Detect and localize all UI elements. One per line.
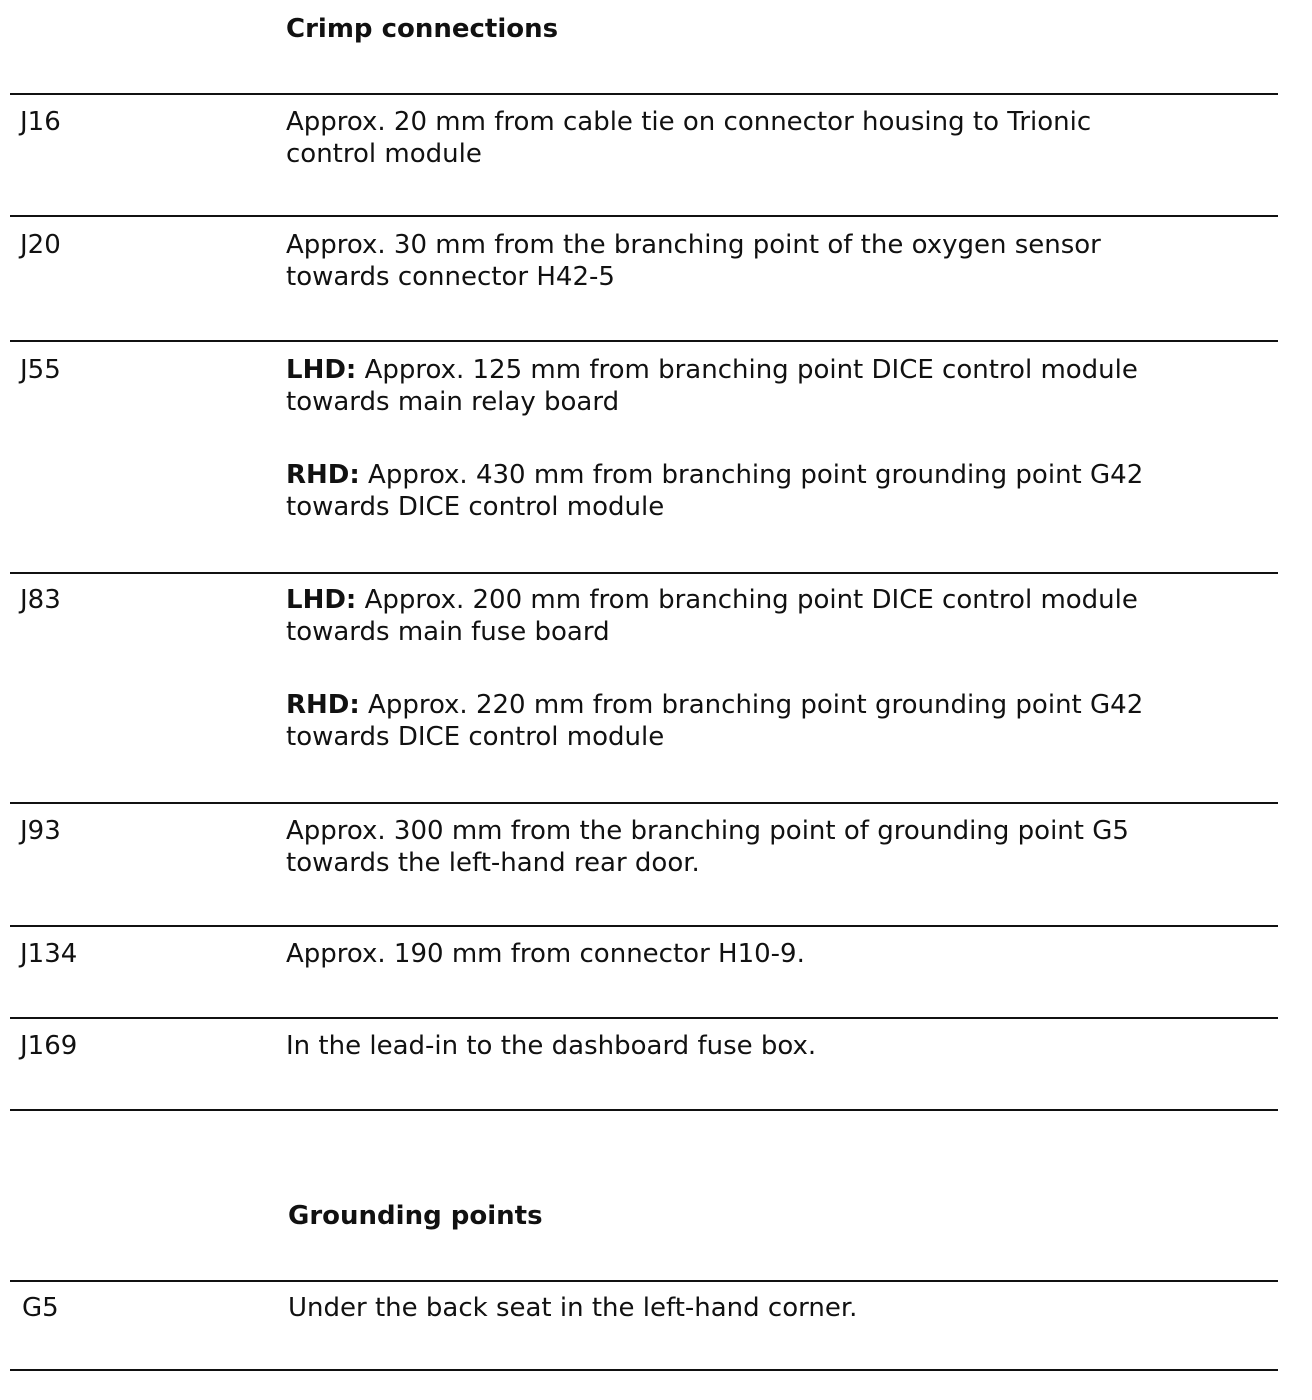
description-paragraph: [286, 938, 1186, 970]
divider: [10, 802, 1278, 804]
connection-code: J169: [20, 1031, 78, 1061]
description-paragraph: [286, 584, 1186, 648]
description-paragraph: [286, 106, 1186, 170]
description-paragraph: [286, 229, 1186, 293]
connection-description: [286, 815, 1186, 879]
divider: [10, 1369, 1278, 1371]
drive-side-label: RHD:: [286, 460, 360, 490]
description-text: Approx. 190 mm from connector H10-9.: [286, 939, 805, 969]
description-paragraph: [286, 459, 1186, 523]
connection-description: [286, 354, 1186, 523]
description-text: Approx. 430 mm from branching point grounding point G42 towards DICE control module: [286, 460, 1144, 522]
description-paragraph: [286, 354, 1186, 418]
connection-description: [286, 229, 1186, 293]
connection-code: J16: [20, 107, 61, 137]
divider: [10, 215, 1278, 217]
description-text: Approx. 300 mm from the branching point of grounding point G5 towards the left-hand rear door.: [286, 816, 1129, 878]
connection-description: [286, 1030, 1186, 1062]
divider: [10, 1280, 1278, 1282]
description-paragraph: [286, 1030, 1186, 1062]
description-text: Approx. 20 mm from cable tie on connector housing to Trionic control module: [286, 107, 1092, 169]
connection-description: [286, 584, 1186, 753]
drive-side-label: RHD:: [286, 690, 360, 720]
connection-code: J83: [20, 585, 61, 615]
drive-side-label: LHD:: [286, 355, 357, 385]
description-text: Approx. 220 mm from branching point grounding point G42 towards DICE control module: [286, 690, 1144, 752]
description-text: Approx. 30 mm from the branching point of the oxygen sensor towards connector H42-5: [286, 230, 1101, 292]
description-paragraph: [286, 689, 1186, 753]
grounding-point-description: [288, 1292, 1188, 1324]
description-paragraph: [288, 1292, 1188, 1324]
connection-description: [286, 938, 1186, 970]
description-text: Approx. 125 mm from branching point DICE control module towards main relay board: [286, 355, 1138, 417]
description-text: Under the back seat in the left-hand corner.: [288, 1293, 858, 1323]
connection-code: J134: [20, 939, 78, 969]
divider: [10, 1109, 1278, 1111]
connection-code: J20: [20, 230, 61, 260]
connection-description: [286, 106, 1186, 170]
grounding-point-code: G5: [22, 1293, 59, 1323]
divider: [10, 340, 1278, 342]
grounding-points-heading: Grounding points: [288, 1201, 543, 1231]
connection-code: J55: [20, 355, 61, 385]
divider: [10, 572, 1278, 574]
divider: [10, 925, 1278, 927]
description-text: In the lead-in to the dashboard fuse box.: [286, 1031, 817, 1061]
divider: [10, 93, 1278, 95]
description-paragraph: [286, 815, 1186, 879]
divider: [10, 1017, 1278, 1019]
drive-side-label: LHD:: [286, 585, 357, 615]
crimp-connections-heading: Crimp connections: [286, 14, 559, 44]
description-text: Approx. 200 mm from branching point DICE control module towards main fuse board: [286, 585, 1138, 647]
connection-code: J93: [20, 816, 61, 846]
